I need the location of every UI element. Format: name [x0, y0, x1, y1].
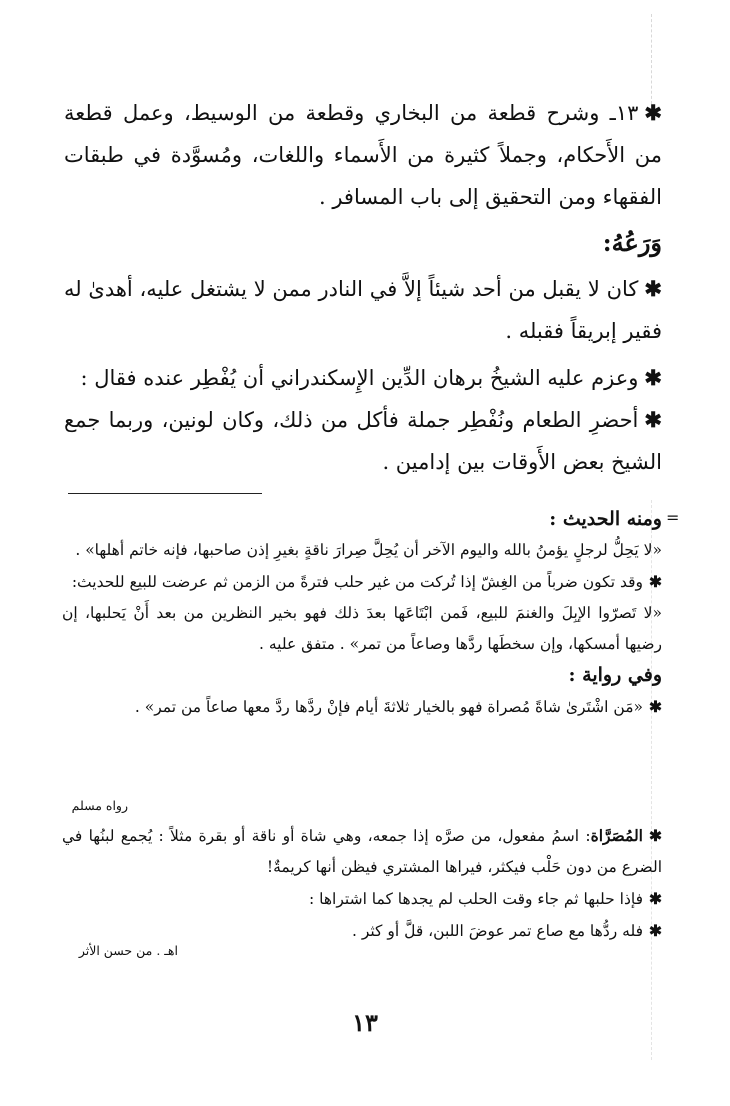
hadith-title: ومنه الحديث : — [549, 508, 662, 530]
star-bullet: ✱ — [649, 697, 662, 716]
section-title: وَرَعُهُ: — [602, 228, 662, 257]
page-number: ١٣ — [352, 1008, 378, 1037]
note-2: وقد تكون ضرباً من الغِشّ إذا تُركت من غير حلب فترةً من الزمن ثم عرضت للبيع للحديث: — [71, 573, 643, 591]
section-heading-block — [64, 222, 662, 264]
paragraph-3-text: أحضرِ الطعام ونُفْطِر جملة فأكل من ذلك، وكان لونين، وربما جمع الشيخ بعض الأَوقات بين إدامين . — [64, 408, 662, 474]
riwaya-title: وفي رواية : — [568, 664, 662, 686]
star-bullet: ✱ — [649, 826, 662, 845]
item-13-text: ١٣ـ وشرح قطعة من البخاري وقطعة من الوسيط، وعمل قطعة من الأَحكام، وجملاً كثيرة من الأَسماء واللغات، ومُسوَّدة في طبقات الفقهاء ومن التحقيق إلى باب المسافر . — [64, 101, 662, 209]
star-bullet: ✱ — [644, 276, 662, 301]
note-6: فإذا حلبها ثم جاء وقت الحلب لم يجدها كما اشتراها : — [309, 890, 643, 908]
hadith-1: «لا يَحِلُّ لرجلٍ يؤمنُ بالله واليوم الآخر أن يُحِلَّ صِرارَ ناقةٍ بغيرِ إذن صاحبها، فإنه خاتم أهلها» . — [75, 541, 662, 559]
paragraph-1-text: كان لا يقبل من أحد شيئاً إلاَّ في النادر ممن لا يشتغل عليه، أهدىٰ له فقير إبريقاً فقبله . — [64, 277, 662, 343]
footnote-area-2 — [62, 820, 662, 947]
paragraph-2 — [64, 357, 662, 399]
item-13-paragraph — [64, 92, 662, 218]
star-bullet: ✱ — [649, 889, 662, 908]
paragraph-1 — [64, 268, 662, 352]
hadith-3: «لا تَصرّوا الإبِلَ والغنمَ للبيع، فَمن ابْتَاعَها بعدَ ذلك فهو بخير النظرين من بعد أَنْ يَحلبها، إن رضيها أمسكها، وإن سخطَها ردَّها وصاعاً من تمر» . متفق عليه . — [62, 604, 662, 653]
paragraph-3 — [64, 399, 662, 483]
star-bullet: ✱ — [644, 407, 662, 432]
note-7: فله ردُّها مع صاع تمر عوضَ اللبن، قلَّ أو كثر . — [351, 922, 643, 940]
star-bullet: ✱ — [644, 100, 662, 125]
continuation-mark: = — [666, 508, 680, 527]
hadith-4: «مَن اشْتَرىٰ شاةً مُصراة فهو بالخيار ثلاثةَ أيام فإنْ ردَّها ردَّ معها صاعاً من تمر» . — [134, 698, 643, 716]
end-source: اهـ . من حسن الأثر — [78, 943, 178, 958]
footnote-area — [62, 504, 662, 723]
term-musarrah: المُصَرَّاة — [590, 826, 643, 845]
star-bullet: ✱ — [644, 365, 662, 390]
paragraph-2-text: وعزم عليه الشيخُ برهان الدِّين الإِسكندراني أن يُفْطِر عنده فقال : — [80, 366, 639, 390]
star-bullet: ✱ — [649, 921, 662, 940]
star-bullet: ✱ — [649, 572, 662, 591]
definition-text: : اسمُ مفعول، من صرَّه إذا جمعه، وهي شاة أو ناقة أو بقرة مثلاً : يُجمع لبنُها في الضرع من دون حَلْب فيكثر، فيراها المشتري فيظن أنها كريمةٌ! — [62, 827, 662, 876]
hadith-4-source: رواه مسلم — [71, 798, 128, 813]
margin-guide-line — [651, 14, 652, 104]
footnote-divider — [68, 493, 262, 494]
